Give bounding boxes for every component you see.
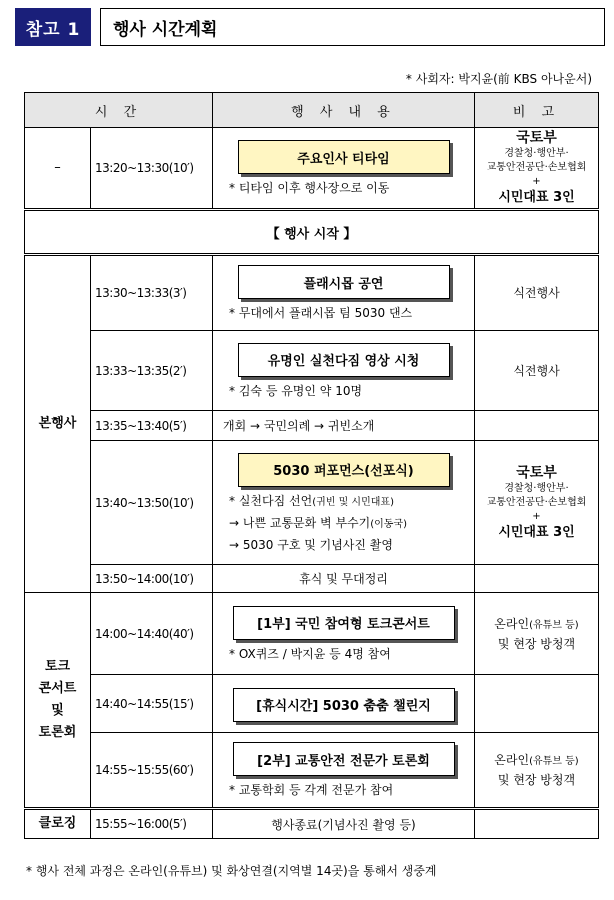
note-line	[475, 751, 598, 771]
event-title-box: 5030 퍼포먼스(선포식)	[238, 453, 450, 487]
category-cell: –	[25, 128, 91, 210]
note-cell: 식전행사	[475, 255, 599, 331]
table-row	[25, 441, 599, 565]
reference-badge: 참고 1	[15, 8, 91, 46]
category-line: 및	[51, 703, 64, 718]
table-row	[25, 565, 599, 593]
event-cell	[213, 593, 475, 675]
table-row	[25, 128, 599, 210]
time-cell: 15:55~16:00(5′)	[91, 809, 213, 839]
event-cell: 행사종료(기념사진 촬영 등)	[213, 809, 475, 839]
event-detail: → 5030 구호 및 기념사진 촬영	[229, 537, 393, 552]
note-line	[475, 615, 598, 635]
time-cell: 14:55~15:55(60′)	[91, 733, 213, 809]
table-row	[25, 331, 599, 411]
moderator-note: * 사회자: 박지윤(前 KBS 아나운서)	[405, 72, 592, 86]
note-text: 온라인	[494, 753, 530, 767]
column-header-time: 시 간	[25, 93, 213, 128]
note-cell	[475, 411, 599, 441]
section-start-row	[25, 210, 599, 255]
note-org-sub: 경찰청·행안부·	[504, 482, 569, 494]
note-cell	[475, 565, 599, 593]
category-line: 콘서트	[38, 681, 77, 696]
note-cell	[475, 128, 599, 210]
detail-text: * 실천다짐 선언	[229, 493, 313, 508]
table-row	[25, 675, 599, 733]
event-start-label: 【 행사 시작 】	[25, 210, 599, 255]
note-line: 및 현장 방청객	[497, 636, 576, 651]
table-row	[25, 733, 599, 809]
event-cell	[213, 255, 475, 331]
note-line: 및 현장 방청객	[497, 773, 576, 787]
schedule-table	[24, 92, 599, 839]
note-cell: 식전행사	[475, 331, 599, 411]
detail-small: (귀빈 및 시민대표)	[312, 496, 394, 508]
note-text: 온라인	[494, 616, 530, 631]
note-org-sub: 교통안전공단·손보협회	[486, 162, 587, 173]
event-title-box: [2부] 교통안전 전문가 토론회	[233, 742, 455, 776]
event-cell: 개회 → 국민의례 → 귀빈소개	[213, 411, 475, 441]
event-cell	[213, 675, 475, 733]
event-detail: * 무대에서 플래시몹 팀 5030 댄스	[229, 306, 413, 320]
event-cell	[213, 128, 475, 210]
table-row	[25, 255, 599, 331]
note-plus: +	[532, 176, 541, 187]
table-row	[25, 593, 599, 675]
event-cell	[213, 733, 475, 809]
note-org-sub: 교통안전공단·손보협회	[486, 496, 587, 508]
time-cell: 14:00~14:40(40′)	[91, 593, 213, 675]
detail-text: → 나쁜 교통문화 벽 부수기	[229, 515, 371, 530]
time-cell: 13:40~13:50(10′)	[91, 441, 213, 565]
column-header-note: 비 고	[475, 93, 599, 128]
column-header-event: 행 사 내 용	[213, 93, 475, 128]
category-line: 토론회	[38, 725, 77, 740]
footnote: * 행사 전체 과정은 온라인(유튜브) 및 화상연결(지역별 14곳)을 통해서 생중계	[26, 864, 437, 878]
event-detail: * 티타임 이후 행사장으로 이동	[229, 181, 390, 195]
note-cell	[475, 441, 599, 565]
note-org-main: 국토부	[516, 464, 557, 481]
event-title-box: 플래시몹 공연	[238, 265, 450, 299]
event-cell: 휴식 및 무대정리	[213, 565, 475, 593]
note-cell	[475, 809, 599, 839]
note-cell	[475, 733, 599, 809]
time-cell: 13:33~13:35(2′)	[91, 331, 213, 411]
time-cell: 13:30~13:33(3′)	[91, 255, 213, 331]
event-title-box: [1부] 국민 참여형 토크콘서트	[233, 606, 455, 640]
event-cell	[213, 331, 475, 411]
note-small: (유튜브 등)	[529, 619, 579, 631]
category-main-event: 본행사	[25, 255, 91, 593]
note-plus: +	[532, 510, 541, 522]
page-title: 행사 시간계획	[100, 8, 605, 46]
category-closing: 클로징	[25, 809, 91, 839]
note-org-end: 시민대표 3인	[498, 190, 575, 205]
event-cell	[213, 441, 475, 565]
category-line: 토크	[44, 659, 71, 674]
header	[15, 8, 605, 46]
time-cell: 13:50~14:00(10′)	[91, 565, 213, 593]
event-title-box: 유명인 실천다짐 영상 시청	[238, 343, 450, 377]
note-cell	[475, 675, 599, 733]
time-cell: 13:35~13:40(5′)	[91, 411, 213, 441]
note-org-sub: 경찰청·행안부·	[504, 148, 569, 159]
event-detail	[229, 513, 464, 535]
table-header-row	[25, 93, 599, 128]
table-row	[25, 411, 599, 441]
event-title-box: [휴식시간] 5030 춤춤 챌린지	[233, 688, 455, 722]
event-detail: * 교통학회 등 각계 전문가 참여	[229, 783, 394, 797]
event-detail	[229, 491, 464, 513]
note-cell	[475, 593, 599, 675]
event-detail: * 김숙 등 유명인 약 10명	[229, 383, 363, 398]
table-row	[25, 809, 599, 839]
note-org-main: 국토부	[516, 130, 557, 146]
event-detail: * OX퀴즈 / 박지윤 등 4명 참여	[229, 646, 391, 661]
event-title-box: 주요인사 티타임	[238, 140, 450, 174]
time-cell: 14:40~14:55(15′)	[91, 675, 213, 733]
time-cell: 13:20~13:30(10′)	[91, 128, 213, 210]
detail-small: (이동국)	[370, 518, 408, 530]
category-talk-concert	[25, 593, 91, 809]
note-org-end: 시민대표 3인	[498, 524, 575, 540]
note-small: (유튜브 등)	[529, 756, 579, 767]
